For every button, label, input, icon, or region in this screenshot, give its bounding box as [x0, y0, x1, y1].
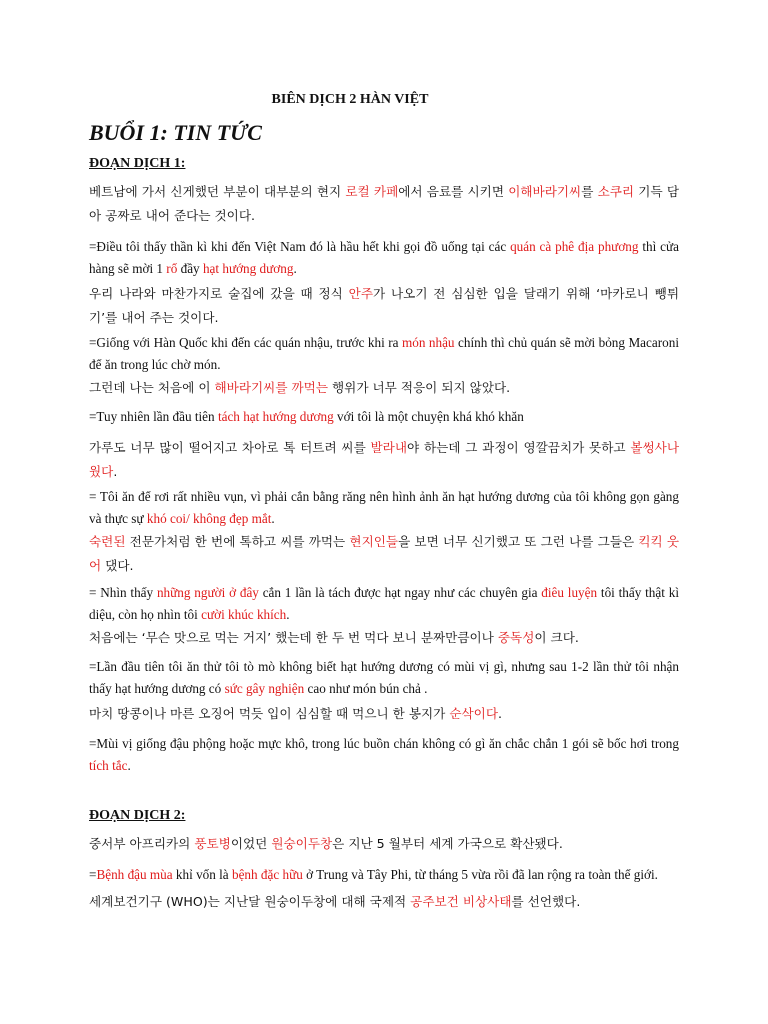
highlighted-term: 볼썽사나웠다	[89, 440, 679, 479]
text-run: 세계보건기구 (WHO)는 지난달 원숭이두창에 대해 국제적	[89, 894, 411, 909]
text-run: 그런데 나는 처음에 이	[89, 380, 215, 395]
highlighted-term: những người ở đây	[156, 585, 259, 600]
paragraph	[89, 436, 679, 484]
highlighted-term: 순삭이다	[449, 706, 499, 721]
highlighted-term: 중독성	[497, 630, 535, 645]
highlighted-term: 소쿠리	[597, 184, 635, 199]
paragraph	[89, 582, 679, 626]
paragraph	[89, 832, 679, 856]
text-run: 이 크다.	[534, 630, 579, 645]
text-run: 처음에는 ‘무슨 맛으로 먹는 거지’ 했는데 한 두 번 먹다 보니 분짜만큼이나	[89, 630, 498, 645]
text-run: .	[271, 511, 275, 526]
highlighted-term: 안주	[348, 286, 374, 301]
text-run: 가루도 너무 많이 떨어지고 차아로 톡 터트려 씨를	[89, 440, 371, 455]
text-run: 중서부 아프리카의	[89, 836, 195, 851]
highlighted-term: tích tắc	[89, 758, 128, 773]
paragraph	[89, 180, 679, 228]
text-run: = Nhìn thấy	[89, 585, 157, 600]
paragraph	[89, 890, 679, 914]
text-run: chính thì chủ quán sẽ mời bỏng Macaroni để ăn trong lúc chờ món.	[89, 335, 679, 372]
text-run: 이었던	[230, 836, 272, 851]
highlighted-term: 풍토병	[194, 836, 231, 851]
text-run: =Giống với Hàn Quốc khi đến các quán nhậu, trước khi ra	[89, 335, 402, 350]
highlighted-term: quán cà phê địa phương	[510, 239, 639, 254]
text-run: 은 지난 5 월부터 세계 가국으로 확산됐다.	[332, 836, 563, 851]
highlighted-term: tách hạt hướng dương	[217, 409, 334, 424]
paragraph	[89, 864, 679, 886]
text-run: .	[127, 758, 131, 773]
document-title: BIÊN DỊCH 2 HÀN VIỆT	[271, 92, 429, 107]
paragraph	[89, 406, 679, 428]
highlighted-term: 이해바라기씨	[508, 184, 582, 199]
text-run: .	[113, 464, 118, 479]
text-run: cao như món bún chả .	[304, 681, 428, 696]
session-heading: BUỔI 1: TIN TỨC	[89, 120, 262, 145]
text-run: = Tôi ăn để rơi rất nhiều vụn, vì phải cắn bằng răng nên hình ảnh ăn hạt hướng dương của tôi không gọn gàng và thực sự	[89, 489, 679, 526]
highlighted-term: điêu luyện	[541, 585, 598, 600]
paragraph	[89, 733, 679, 777]
text-run: 야 하는데 그 과정이 영깔끔치가 못하고	[407, 440, 631, 455]
text-run: .	[498, 706, 503, 721]
paragraph	[89, 702, 679, 726]
text-run: 마치 땅콩이나 마른 오징어 먹듯 입이 심심할 때 먹으니 한 봉지가	[89, 706, 450, 721]
text-run: .	[293, 261, 297, 276]
paragraph	[89, 236, 679, 280]
highlighted-term: hạt hướng dương	[202, 261, 294, 276]
highlighted-term: khó coi/ không đẹp mắt	[146, 511, 272, 526]
paragraph	[89, 626, 679, 650]
text-run: 댔다.	[101, 558, 134, 573]
text-run: =	[89, 867, 97, 882]
text-run: tôi thấy thật kì diệu, còn họ nhìn tôi	[89, 585, 679, 622]
text-run: =Mùi vị giống đậu phộng hoặc mực khô, trong lúc buồn chán không có gì ăn chắc chắn 1 gói sẽ bốc hơi trong	[89, 736, 679, 751]
paragraph	[89, 282, 679, 330]
text-run: 를 선언했다.	[511, 894, 581, 909]
text-run: 베트남에 가서 신게했던 부분이 대부분의 현지	[89, 184, 346, 199]
text-run: =Tuy nhiên lần đầu tiên	[89, 409, 218, 424]
text-run: 전문가처럼 한 번에 톡하고 씨를 까먹는	[125, 534, 350, 549]
text-run: 가 나오기 전 심심한 입을 달래기 위해 ‘마카로니 뺑튀기’를 내어 주는 것이다.	[89, 286, 679, 325]
text-run: 행위가 너무 적응이 되지 않았다.	[328, 380, 511, 395]
highlighted-term: rổ	[166, 261, 178, 276]
highlighted-term: 킥킥 웃어	[89, 534, 680, 573]
highlighted-term: bệnh đặc hữu	[231, 867, 303, 882]
highlighted-term: 현지인들	[349, 534, 399, 549]
text-run: =Lần đầu tiên tôi ăn thử tôi tò mò không biết hạt hướng dương có mùi vị gì, nhưng sau 1-2 lần thử tôi nhận thấy hạt hướng dương có	[89, 659, 679, 696]
highlighted-term: 숙련된	[89, 534, 126, 549]
text-run: 에서 음료를 시키면	[398, 184, 509, 199]
highlighted-term: Bệnh đậu mùa	[96, 867, 173, 882]
paragraph	[89, 656, 679, 700]
highlighted-term: 해바라기씨를 까먹는	[214, 380, 329, 395]
text-run: 우리 나라와 마찬가지로 술집에 갔을 때 정식	[89, 286, 349, 301]
paragraph	[89, 486, 679, 530]
text-run: khỉ vốn là	[172, 867, 232, 882]
text-run: đầy	[177, 261, 203, 276]
highlighted-term: sức gây nghiện	[224, 681, 305, 696]
paragraph	[89, 530, 679, 578]
text-run: thì cửa hàng sẽ mời 1	[89, 239, 679, 276]
text-run: 기득 담아 공짜로 내어 준다는 것이다.	[89, 184, 680, 223]
highlighted-term: món nhậu	[401, 335, 455, 350]
highlighted-term: cười khúc khích	[201, 607, 287, 622]
highlighted-term: 공주보건 비상사태	[410, 894, 512, 909]
text-run: 을 보면 너무 신기했고 또 그런 나를 그들은	[398, 534, 639, 549]
highlighted-term: 발라내	[370, 440, 408, 455]
section-heading-2: ĐOẠN DỊCH 2:	[89, 808, 186, 823]
text-run: 를	[581, 184, 598, 199]
paragraph	[89, 332, 679, 376]
highlighted-term: 원숭이두창	[271, 836, 333, 851]
text-run: =Điều tôi thấy thần kì khi đến Việt Nam đó là hầu hết khi gọi đồ uống tại các	[89, 239, 511, 254]
text-run: .	[286, 607, 290, 622]
text-run: ở Trung và Tây Phi, từ tháng 5 vừa rồi đã lan rộng ra toàn thế giới.	[302, 867, 658, 882]
text-run: cắn 1 lần là tách được hạt ngay như các chuyên gia	[258, 585, 542, 600]
text-run: với tôi là một chuyện khá khó khăn	[333, 409, 524, 424]
paragraph	[89, 376, 679, 400]
highlighted-term: 로컬 카페	[345, 184, 399, 199]
section-heading-1: ĐOẠN DỊCH 1:	[89, 156, 186, 171]
